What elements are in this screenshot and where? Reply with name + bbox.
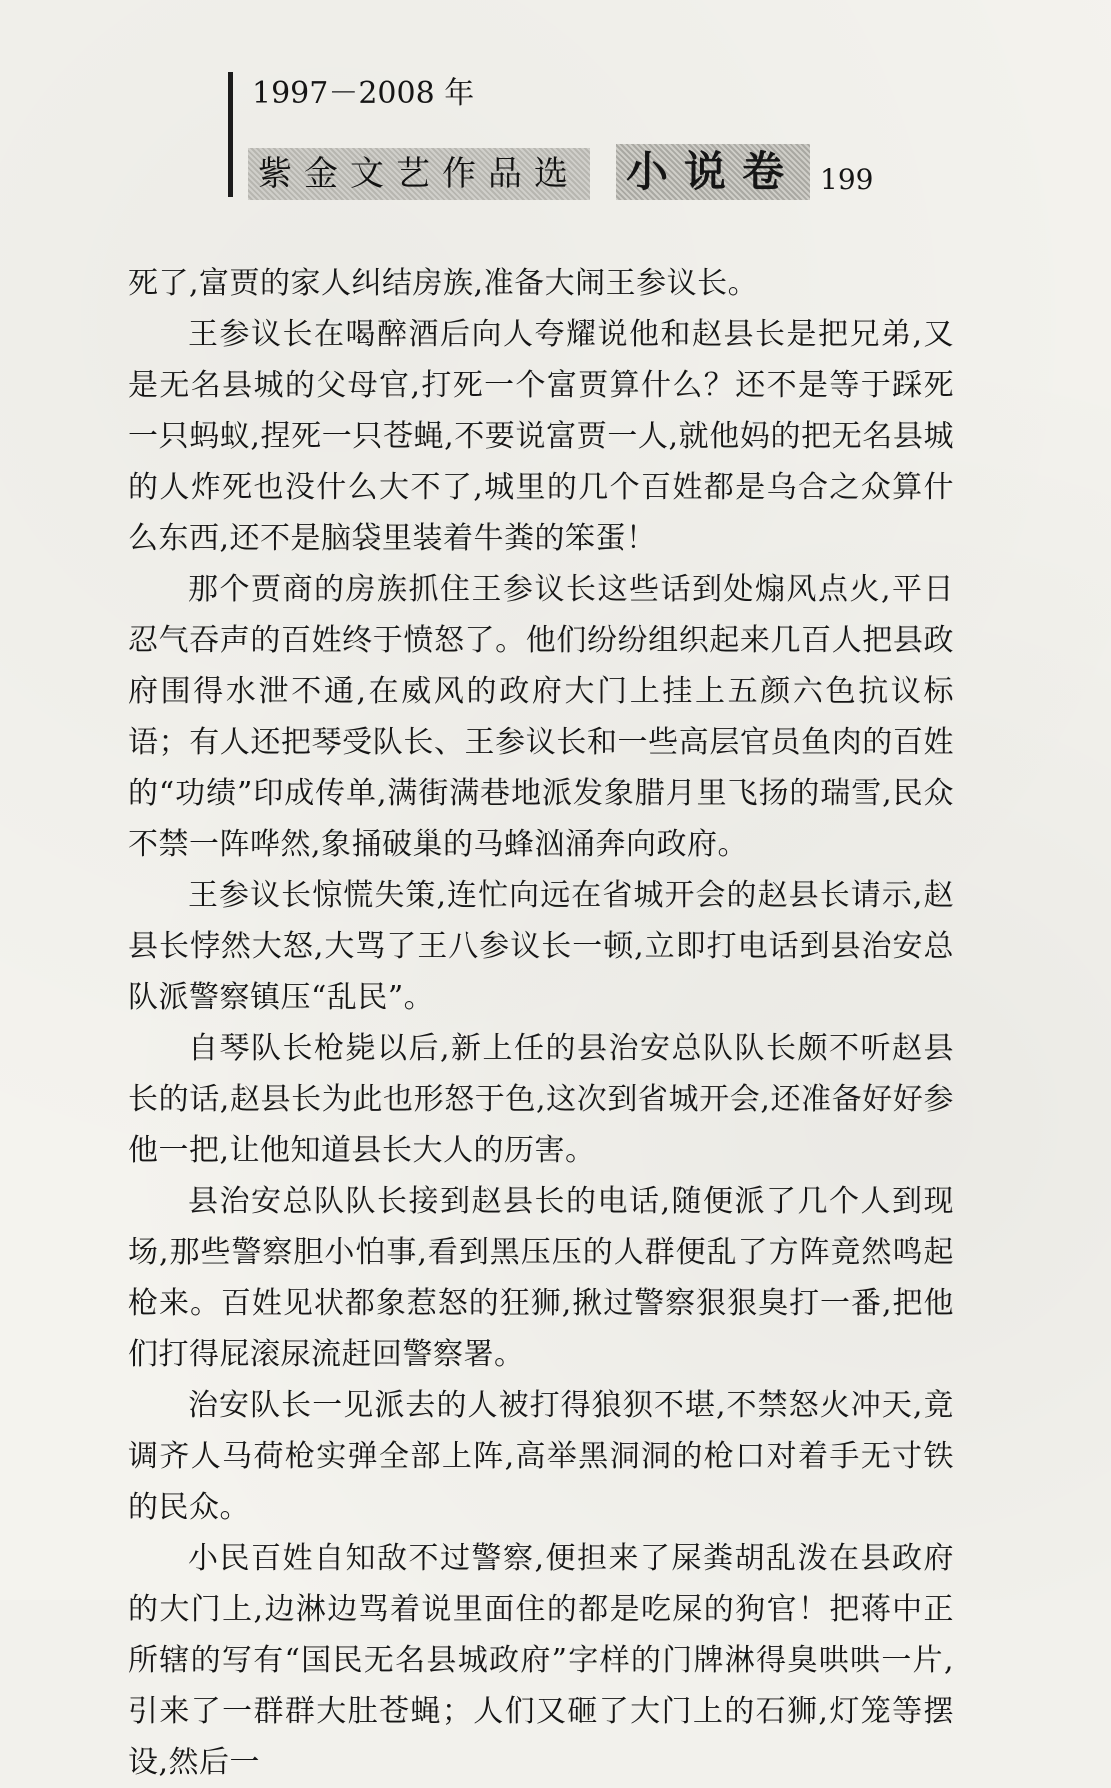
paragraph: 那个贾商的房族抓住王参议长这些话到处煽风点火,平日忍气吞声的百姓终于愤怒了。他们纷纷组织起来几百人把县政府围得水泄不通,在威风的政府大门上挂上五颜六色抗议标语；有人还把琴受队长、王参议长和一些高层官员鱼肉的百姓的“功绩”印成传单,满街满巷地派发象腊月里飞扬的瑞雪,民众不禁一阵哗然,象捅破巢的马蜂汹涌奔向政府。 — [128, 572, 954, 862]
header-rule — [228, 72, 233, 197]
paragraph: 治安队长一见派去的人被打得狼狈不堪,不禁怒火冲天,竟调齐人马荷枪实弹全部上阵,高举黑洞洞的枪口对着手无寸铁的民众。 — [128, 1388, 954, 1525]
year-range: 1997－2008 年 — [252, 76, 475, 111]
body-text — [128, 258, 954, 1788]
paragraph: 县治安总队队长接到赵县长的电话,随便派了几个人到现场,那些警察胆小怕事,看到黑压压的人群便乱了方阵竟然鸣起枪来。百姓见状都象惹怒的狂狮,揪过警察狠狠臭打一番,把他们打得屁滚尿流赶回警察署。 — [128, 1184, 954, 1372]
page-number: 199 — [820, 163, 874, 196]
paragraph: 死了,富贾的家人纠结房族,准备大闹王参议长。 — [128, 266, 759, 301]
paragraph: 王参议长惊慌失策,连忙向远在省城开会的赵县长请示,赵县长悖然大怒,大骂了王八参议长一顿,立即打电话到县治安总队派警察镇压“乱民”。 — [128, 878, 954, 1015]
paragraph: 王参议长在喝醉酒后向人夸耀说他和赵县长是把兄弟,又是无名县城的父母官,打死一个富贾算什么？还不是等于踩死一只蚂蚁,捏死一只苍蝇,不要说富贾一人,就他妈的把无名县城的人炸死也没什么大不了,城里的几个百姓都是乌合之众算什么东西,还不是脑袋里装着牛粪的笨蛋！ — [128, 317, 954, 556]
series-title: 紫金文艺作品选 — [248, 148, 590, 200]
paragraph: 自琴队长枪毙以后,新上任的县治安总队队长颇不听赵县长的话,赵县长为此也形怒于色,这次到省城开会,还准备好好参他一把,让他知道县长大人的历害。 — [128, 1031, 954, 1168]
page-header — [228, 72, 948, 202]
paragraph: 小民百姓自知敌不过警察,便担来了屎粪胡乱泼在县政府的大门上,边淋边骂着说里面住的都是吃屎的狗官！把蒋中正所辖的写有“国民无名县城政府”字样的门牌淋得臭哄哄一片,引来了一群群大肚苍蝇；人们又砸了大门上的石狮,灯笼等摆设,然后一 — [128, 1541, 954, 1780]
series-row — [248, 144, 873, 200]
volume-title: 小说卷 — [616, 144, 810, 200]
